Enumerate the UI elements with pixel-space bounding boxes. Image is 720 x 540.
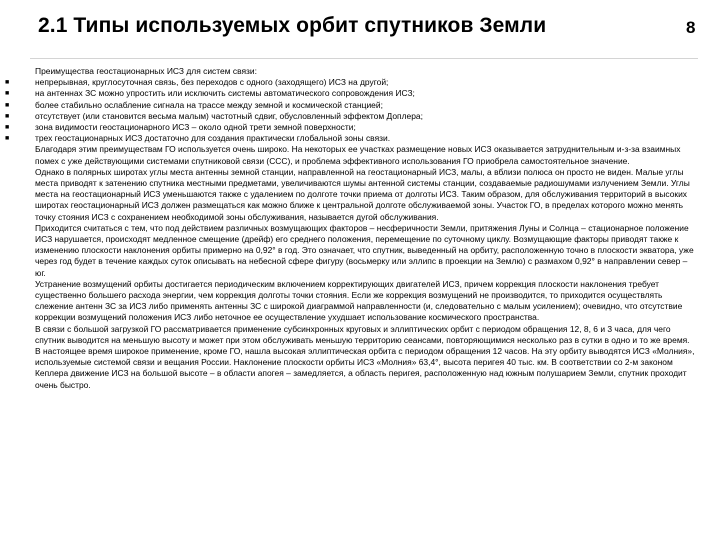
bullet-icon: ■ [5,135,10,143]
paragraph: В связи с большой загрузкой ГО рассматривается применение субсинхронных круговых и эллиптических орбит с периодом обращения 12, 8, 6 и 3 часа, для чего спутник выводится на меньшую высоту и может при этом обслуживать меньшую территорию сеансами, повторяющимися несколько раз в сутки в одно и то же время. [35,323,690,345]
bullet-item [5,110,698,122]
paragraph: Однако в полярных широтах углы места антенны земной станции, направленной на геостационарный ИСЗ, малы, а вблизи полюса он просто не виден. Малые углы места приводят к затенению спутника местными предметами, увеличиваются шумы антенной системы станции, создаваемые радиошумами излучением Земли. Углы места на геостационарный ИСЗ уменьшаются также с удалением по долготе точки приема от долготы ИСЗ. Таким образом, для обслуживания территорий в высоких широтах геостационарный ИСЗ должен размещаться как можно ближе к центральной долготе обслуживаемой зоны. Участок ГО, в пределах которого можно менять точку стояния ИСЗ с сохранением необходимой зоны обслуживания, называется дугой обслуживания. [35,166,690,222]
paragraph: Устранение возмущений орбиты достигается периодическим включением корректирующих двигателей ИСЗ, причем коррекция плоскости наклонения требует существенно большего расхода энергии, чем коррекция долготы точки стояния. Если же коррекция возмущений не производится, то приходится осуществлять слежение антенн ЗС за ИСЗ либо применять антенны ЗС с широкой диаграммой направленности (и, следовательно с малым усилением); очевидно, что отсутствие коррекции возмущений положения ИСЗ либо неточное ее осуществление ухудшает использование космического пространства. [35,278,683,323]
bullet-text: непрерывная, круглосуточная связь, без переходов с одного (заходящего) ИСЗ на другой; [35,77,389,88]
bullet-icon: ■ [5,112,10,120]
bullet-icon: ■ [5,124,10,132]
paragraph: Приходится считаться с тем, что под действием различных возмущающих факторов – несферичности Земли, притяжения Луны и Солнца – стационарное положение ИСЗ нарушается, происходят медленное смещение (дрейф) его среднего положения, перемещение по суточному циклу. Возмущающие факторы приводят также к изменению плоскости наклонения орбиты примерно на 0,92° в год. Это означает, что спутник, выведенный на орбиту, расположенную точно в плоскости экватора, уже через год будет в течение каждых суток описывать на небесной сфере фигуру (восьмерку или эллипс в проекции на Землю) с размахом 0,92° в направлении север – юг. [35,222,694,278]
bullet-text: более стабильно ослабление сигнала на трассе между земной и космической станцией; [35,99,383,110]
bullet-icon: ■ [5,79,10,87]
bullet-item [5,133,698,144]
bullet-text: зона видимости геостационарного ИСЗ – около одной трети земной поверхности; [35,122,356,133]
bullet-icon: ■ [5,90,10,98]
slide-body [5,66,698,391]
paragraph: В настоящее время широкое применение, кроме ГО, нашла высокая эллиптическая орбита с периодом обращения 12 часов. На эту орбиту выводятся ИСЗ «Молния», используемые системой связи и вещания России. Наклонение плоскости орбиты ИСЗ «Молния» 63,4°, высота перигея 40 тыс. км. В соответствии со 2-м законом Кеплера движение ИСЗ на большой высоте – в области апогея – замедляется, а область перигея, расположенную над южным полушарием Земли, спутник проходит очень быстро. [35,346,695,390]
title-divider [30,58,698,59]
slide-title: 2.1 Типы используемых орбит спутников Земли [38,14,547,37]
intro-line: Преимущества геостационарных ИСЗ для систем связи: [35,66,257,76]
bullet-item [5,99,698,111]
paragraph: Благодаря этим преимуществам ГО используется очень широко. На некоторых ее участках размещение новых ИСЗ оказывается затруднительным и-з-за взаимных помех с уже действующими системами спутниковой связи (ССС), и проблема эффективного использования ГО приобрела самостоятельное значение. [35,144,681,166]
bullet-item [5,122,698,133]
bullet-text: трех геостационарных ИСЗ достаточно для создания практически глобальной зоны связи. [35,133,391,144]
bullet-item [5,77,698,88]
bullet-item [5,88,698,99]
bullet-text: отсутствует (или становится весьма малым) частотный сдвиг, обусловленный эффектом Доплера; [35,110,423,121]
page-number: 8 [686,18,696,37]
bullet-text: на антеннах ЗС можно упростить или исключить системы автоматического сопровождения ИСЗ; [35,88,415,99]
bullet-icon: ■ [5,101,10,109]
